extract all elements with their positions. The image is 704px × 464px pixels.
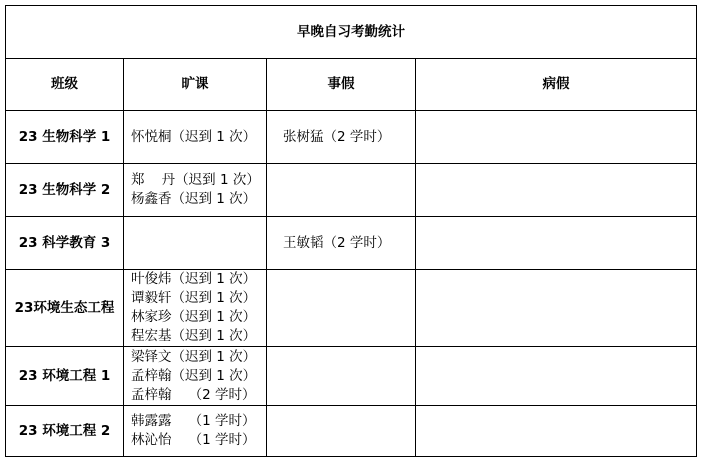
personal-leave-cell: 张树猛（2 学时） (267, 111, 416, 164)
header-row (6, 59, 697, 111)
personal-leave-cell (267, 164, 416, 217)
header-class: 班级 (6, 59, 124, 111)
absent-cell (124, 270, 267, 347)
absent-entry: 叶俊炜（迟到 1 次） (131, 271, 257, 287)
class-cell: 23 环境工程 2 (6, 406, 124, 457)
absent-cell (124, 347, 267, 406)
personal-leave-cell (267, 347, 416, 406)
personal-leave-cell: 王敏韬（2 学时） (267, 217, 416, 270)
class-cell: 23 生物科学 1 (6, 111, 124, 164)
absent-entry: 林沁怡 （1 学时） (131, 432, 256, 448)
sick-leave-cell (416, 217, 697, 270)
table-row (6, 164, 697, 217)
absent-entry: 程宏基（迟到 1 次） (131, 328, 257, 344)
absent-cell (124, 111, 267, 164)
absent-cell (124, 164, 267, 217)
absent-cell (124, 217, 267, 270)
absent-entry: 郑 丹（迟到 1 次） (131, 172, 260, 188)
personal-leave-cell (267, 270, 416, 347)
absent-entry: 杨鑫香（迟到 1 次） (131, 191, 257, 207)
sick-leave-cell (416, 347, 697, 406)
sick-leave-cell (416, 406, 697, 457)
sick-leave-cell (416, 164, 697, 217)
class-cell: 23环境生态工程 (6, 270, 124, 347)
absent-cell (124, 406, 267, 457)
class-cell: 23 科学教育 3 (6, 217, 124, 270)
absent-entry: 孟梓翰（迟到 1 次） (131, 367, 257, 384)
absent-entry: 谭毅轩（迟到 1 次） (131, 290, 257, 306)
attendance-table (5, 5, 697, 457)
title-row (6, 6, 697, 59)
absent-entry: 梁铎文（迟到 1 次） (131, 348, 257, 365)
sick-leave-cell (416, 111, 697, 164)
class-cell: 23 环境工程 1 (6, 347, 124, 406)
sick-leave-cell (416, 270, 697, 347)
table-row (6, 270, 697, 347)
table-row (6, 217, 697, 270)
absent-entry: 韩露露 （1 学时） (131, 413, 256, 429)
personal-leave-cell (267, 406, 416, 457)
table-title: 早晚自习考勤统计 (6, 6, 697, 59)
header-personal-leave: 事假 (267, 59, 416, 111)
table-row (6, 406, 697, 457)
table-row (6, 111, 697, 164)
absent-entry: 怀悦桐（迟到 1 次） (131, 128, 257, 145)
absent-entry: 林家珍（迟到 1 次） (131, 309, 257, 325)
header-absent: 旷课 (124, 59, 267, 111)
header-sick-leave: 病假 (416, 59, 697, 111)
absent-entry: 孟梓翰 （2 学时） (131, 386, 256, 403)
class-cell: 23 生物科学 2 (6, 164, 124, 217)
table-row (6, 347, 697, 406)
